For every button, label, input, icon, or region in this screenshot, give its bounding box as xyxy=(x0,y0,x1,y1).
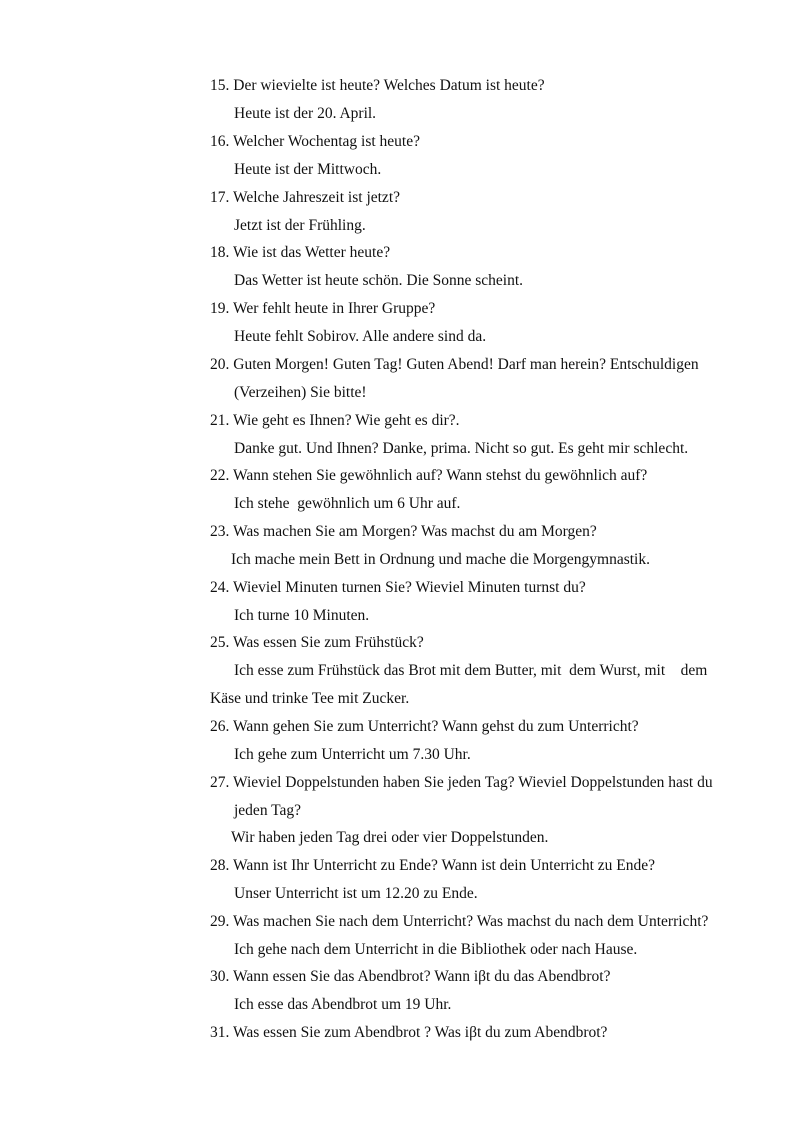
question-number: 29. xyxy=(210,913,230,930)
question-23 xyxy=(210,523,597,541)
question-16 xyxy=(210,133,420,151)
question-number: 28. xyxy=(210,857,230,874)
answer-25: Ich esse zum Frühstück das Brot mit dem Butter, mit dem Wurst, mit dem xyxy=(234,662,708,679)
question-number: 20. xyxy=(210,356,230,373)
question-20-continued: (Verzeihen) Sie bitte! xyxy=(234,384,367,401)
answer-26: Ich gehe zum Unterricht um 7.30 Uhr. xyxy=(234,746,471,763)
question-text: Was essen Sie zum Frühstück? xyxy=(232,634,424,651)
question-29 xyxy=(210,913,708,931)
question-25 xyxy=(210,634,424,652)
answer-18: Das Wetter ist heute schön. Die Sonne scheint. xyxy=(234,272,524,289)
question-number: 21. xyxy=(210,412,230,429)
question-30 xyxy=(210,968,610,986)
question-text: Wann essen Sie das Abendbrot? Wann iβt du das Abendbrot? xyxy=(232,968,611,985)
question-26 xyxy=(210,718,639,736)
answer-27: Wir haben jeden Tag drei oder vier Doppelstunden. xyxy=(231,829,549,846)
question-text: Wann ist Ihr Unterricht zu Ende? Wann ist dein Unterricht zu Ende? xyxy=(232,857,656,874)
question-20 xyxy=(210,356,699,374)
question-text: Guten Morgen! Guten Tag! Guten Abend! Darf man herein? Entschuldigen xyxy=(233,356,699,373)
answer-17: Jetzt ist der Frühling. xyxy=(234,217,366,234)
question-number: 15. xyxy=(210,77,230,94)
question-number: 27. xyxy=(210,774,230,791)
question-text: Was machen Sie am Morgen? Was machst du am Morgen? xyxy=(232,523,597,540)
question-18 xyxy=(210,244,390,262)
answer-15: Heute ist der 20. April. xyxy=(234,105,377,122)
question-text: Welcher Wochentag ist heute? xyxy=(232,133,420,150)
question-number: 22. xyxy=(210,467,230,484)
question-27 xyxy=(210,774,713,792)
question-text: Was essen Sie zum Abendbrot ? Was iβt du zum Abendbrot? xyxy=(232,1024,608,1041)
answer-19: Heute fehlt Sobirov. Alle andere sind da. xyxy=(234,328,487,345)
question-number: 26. xyxy=(210,718,230,735)
question-15 xyxy=(210,77,545,95)
answer-16: Heute ist der Mittwoch. xyxy=(234,161,382,178)
answer-23: Ich mache mein Bett in Ordnung und mache die Morgengymnastik. xyxy=(231,551,650,568)
question-text: Welche Jahreszeit ist jetzt? xyxy=(232,189,401,206)
question-text: Wann stehen Sie gewöhnlich auf? Wann stehst du gewöhnlich auf? xyxy=(232,467,648,484)
question-number: 16. xyxy=(210,133,230,150)
question-text: Wie ist das Wetter heute? xyxy=(232,244,391,261)
question-22 xyxy=(210,467,647,485)
question-17 xyxy=(210,189,400,207)
question-text: Wie geht es Ihnen? Wie geht es dir?. xyxy=(232,412,460,429)
answer-21: Danke gut. Und Ihnen? Danke, prima. Nicht so gut. Es geht mir schlecht. xyxy=(234,440,689,457)
question-28 xyxy=(210,857,655,875)
question-number: 24. xyxy=(210,579,230,596)
question-number: 18. xyxy=(210,244,230,261)
question-number: 25. xyxy=(210,634,230,651)
answer-22: Ich stehe gewöhnlich um 6 Uhr auf. xyxy=(234,495,461,512)
question-number: 19. xyxy=(210,300,230,317)
answer-30: Ich esse das Abendbrot um 19 Uhr. xyxy=(234,996,452,1013)
question-27-continued: jeden Tag? xyxy=(234,802,302,819)
question-text: Wer fehlt heute in Ihrer Gruppe? xyxy=(232,300,436,317)
question-text: Was machen Sie nach dem Unterricht? Was machst du nach dem Unterricht? xyxy=(232,913,709,930)
question-number: 17. xyxy=(210,189,230,206)
question-number: 23. xyxy=(210,523,230,540)
question-text: Wieviel Minuten turnen Sie? Wieviel Minuten turnst du? xyxy=(232,579,586,596)
question-21 xyxy=(210,412,460,430)
question-24 xyxy=(210,579,586,597)
question-31 xyxy=(210,1024,607,1042)
answer-25-continued: Käse und trinke Tee mit Zucker. xyxy=(210,690,410,707)
answer-28: Unser Unterricht ist um 12.20 zu Ende. xyxy=(234,885,478,902)
answer-24: Ich turne 10 Minuten. xyxy=(234,607,370,624)
question-number: 30. xyxy=(210,968,230,985)
question-number: 31. xyxy=(210,1024,230,1041)
question-text: Wieviel Doppelstunden haben Sie jeden Tag? Wieviel Doppelstunden hast du xyxy=(232,774,713,791)
question-19 xyxy=(210,300,435,318)
question-text: Wann gehen Sie zum Unterricht? Wann gehst du zum Unterricht? xyxy=(232,718,639,735)
question-text: Der wievielte ist heute? Welches Datum ist heute? xyxy=(233,77,545,94)
answer-29: Ich gehe nach dem Unterricht in die Bibliothek oder nach Hause. xyxy=(234,941,638,958)
